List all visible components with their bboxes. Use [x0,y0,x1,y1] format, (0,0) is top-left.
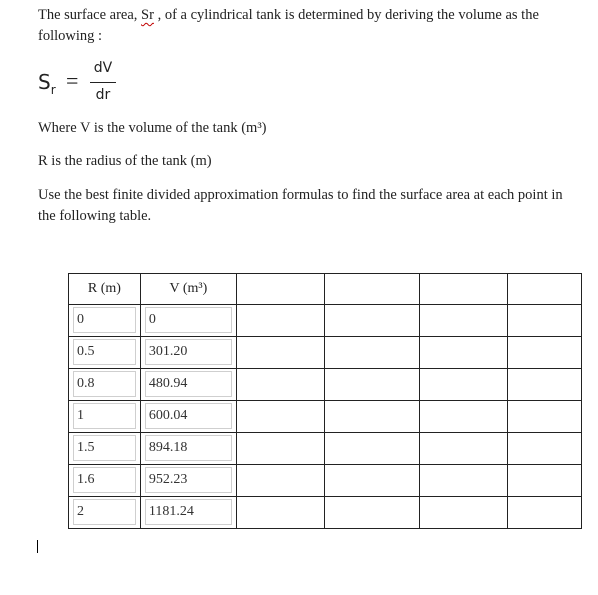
empty-cell[interactable] [508,465,582,497]
v-cell[interactable]: 600.04 [140,401,236,433]
empty-cell[interactable] [324,305,420,337]
table-row [69,433,582,465]
empty-cell[interactable] [324,401,420,433]
header-empty[interactable] [324,274,420,305]
empty-cell[interactable] [508,433,582,465]
where-v-line: Where V is the volume of the tank (m³) [38,120,267,136]
header-empty[interactable] [508,274,582,305]
r-cell[interactable]: 0.5 [69,337,141,369]
v-cell[interactable]: 301.20 [140,337,236,369]
empty-cell[interactable] [324,337,420,369]
empty-cell[interactable] [420,433,508,465]
empty-cell[interactable] [508,337,582,369]
empty-cell[interactable] [324,433,420,465]
empty-cell[interactable] [420,401,508,433]
empty-cell[interactable] [236,465,324,497]
empty-cell[interactable] [420,497,508,529]
v-cell[interactable]: 894.18 [140,433,236,465]
r-cell[interactable]: 2 [69,497,141,529]
empty-cell[interactable] [508,401,582,433]
equation-denominator: dr [95,87,111,103]
v-cell[interactable]: 1181.24 [140,497,236,529]
empty-cell[interactable] [236,433,324,465]
intro-comma: , [153,7,162,23]
empty-cell[interactable] [236,401,324,433]
derivative-equation [38,58,158,110]
fraction-bar [90,82,116,83]
empty-cell[interactable] [420,369,508,401]
table-row [69,401,582,433]
table-row [69,337,582,369]
data-table [68,273,582,529]
table-row [69,369,582,401]
r-cell[interactable]: 1 [69,401,141,433]
equation-numerator: dV [93,60,113,76]
empty-cell[interactable] [236,369,324,401]
equation-equals: = [66,68,79,93]
empty-cell[interactable] [236,497,324,529]
empty-cell[interactable] [236,305,324,337]
r-cell[interactable]: 0.8 [69,369,141,401]
intro-paragraph [38,5,588,47]
intro-text-2: of a cylindrical tank is determined by deriving the volume as the following : [38,7,539,44]
header-r[interactable]: R (m) [69,274,141,305]
empty-cell[interactable] [420,305,508,337]
empty-cell[interactable] [508,305,582,337]
table-header-row [69,274,582,305]
empty-cell[interactable] [236,337,324,369]
text-cursor[interactable] [37,540,38,553]
table-row [69,465,582,497]
sr-symbol: Sr [141,7,154,23]
r-cell[interactable]: 1.5 [69,433,141,465]
table-row [69,305,582,337]
equation-lhs: $S_r$ [38,70,56,97]
empty-cell[interactable] [324,497,420,529]
empty-cell[interactable] [420,465,508,497]
empty-cell[interactable] [508,497,582,529]
empty-cell[interactable] [324,465,420,497]
v-cell[interactable]: 952.23 [140,465,236,497]
empty-cell[interactable] [508,369,582,401]
empty-cell[interactable] [324,369,420,401]
r-cell[interactable]: 1.6 [69,465,141,497]
intro-text-1: The surface area, [38,7,142,23]
empty-cell[interactable] [420,337,508,369]
instruction-paragraph: Use the best finite divided approximation formulas to find the surface area at each point in the following table. [38,187,563,224]
r-definition-line: R is the radius of the tank (m) [38,153,212,169]
header-empty[interactable] [420,274,508,305]
v-cell[interactable]: 0 [140,305,236,337]
v-cell[interactable]: 480.94 [140,369,236,401]
r-cell[interactable]: 0 [69,305,141,337]
table-row [69,497,582,529]
header-v[interactable]: V (m³) [140,274,236,305]
header-empty[interactable] [236,274,324,305]
